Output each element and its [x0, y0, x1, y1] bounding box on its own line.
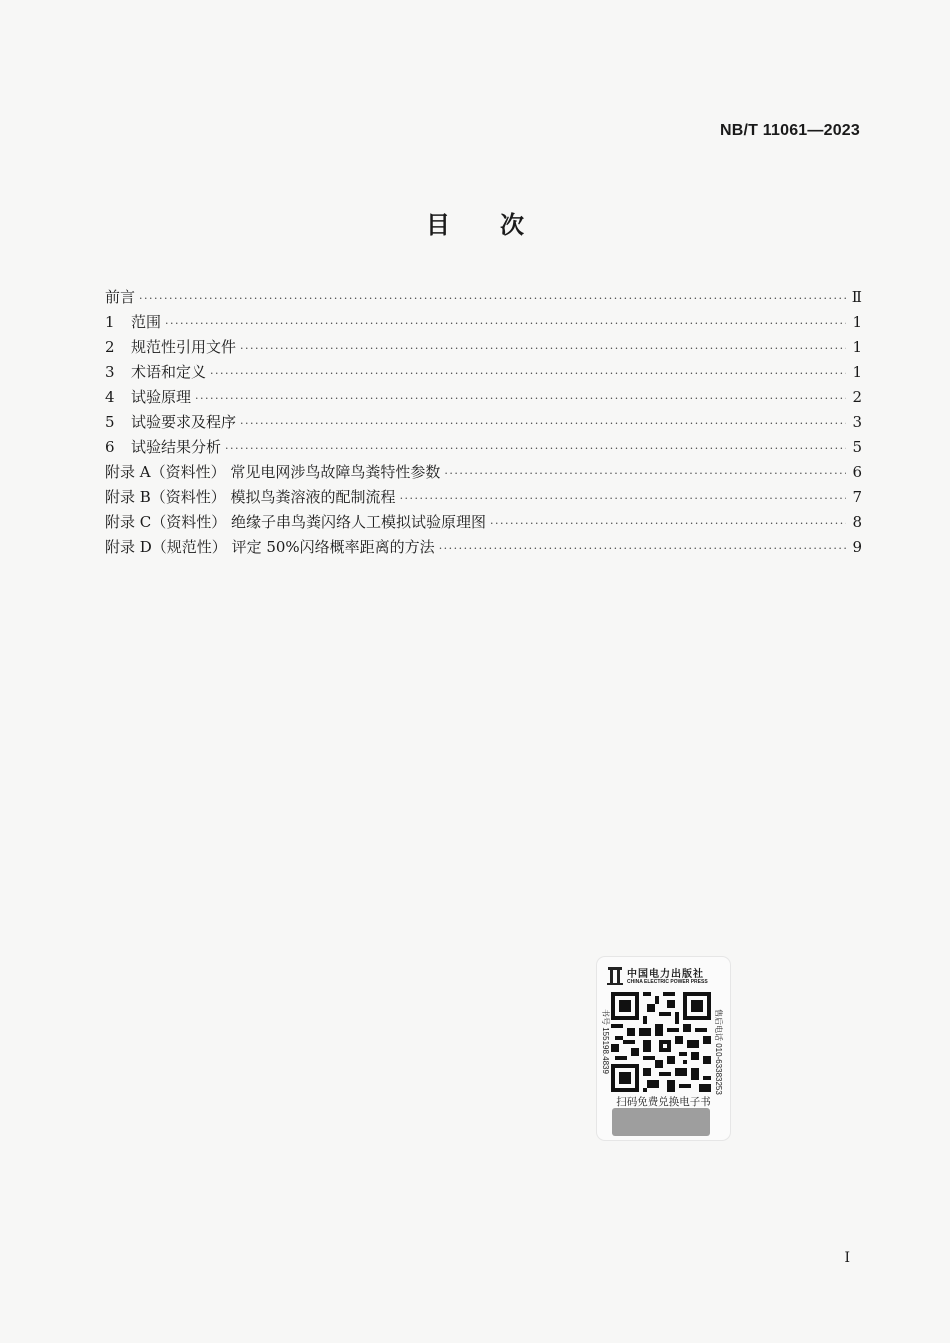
toc-entry-page: 1	[852, 338, 862, 356]
toc-entry-number: 6	[105, 438, 115, 456]
toc-entry-number: 3	[105, 363, 115, 381]
toc-entry-page: 8	[852, 513, 862, 531]
isbn-text: 书号 155198.4839	[601, 1009, 610, 1074]
toc-entry-label: 试验原理	[131, 388, 192, 406]
toc-entry[interactable]	[105, 360, 862, 385]
toc-entry[interactable]	[105, 310, 862, 335]
toc-entry[interactable]	[105, 385, 862, 410]
qr-code[interactable]	[611, 992, 711, 1092]
toc-leader-dots	[439, 536, 846, 561]
toc-entry-page: 1	[852, 313, 862, 331]
toc-leader-dots	[139, 286, 846, 311]
toc-entry-number: 4	[105, 388, 115, 406]
toc-entry-label: 附录 A（资料性） 常见电网涉鸟故障鸟粪特性参数	[105, 463, 441, 481]
toc-entry-number: 1	[105, 313, 115, 331]
page-title	[0, 205, 950, 240]
toc-entry-page: 1	[852, 363, 862, 381]
toc-entry-label: 试验结果分析	[131, 438, 222, 456]
toc-leader-dots	[240, 411, 846, 436]
toc-leader-dots	[490, 511, 846, 536]
toc-entry[interactable]	[105, 410, 862, 435]
publisher-logo	[605, 963, 723, 989]
publisher-logo-icon	[607, 966, 623, 990]
toc-entry-page: 3	[852, 413, 862, 431]
toc-entry-appendix[interactable]	[105, 535, 862, 560]
scan-instruction: 扫码免费兑换电子书	[616, 1096, 711, 1108]
standard-number: NB/T 11061—2023	[720, 122, 860, 139]
table-of-contents	[105, 285, 862, 560]
toc-entry-label: 试验要求及程序	[131, 413, 237, 431]
page-title-text: 目次	[426, 210, 574, 239]
toc-entry-label: 附录 B（资料性） 模拟鸟粪溶液的配制流程	[105, 488, 396, 506]
scratch-off-code[interactable]	[612, 1108, 710, 1136]
toc-entry-label: 前言	[105, 288, 136, 306]
toc-leader-dots	[444, 461, 846, 486]
toc-entry-page: 2	[852, 388, 862, 406]
toc-entry-label: 规范性引用文件	[131, 338, 237, 356]
toc-entry-page: 6	[852, 463, 862, 481]
toc-entry-page: 9	[852, 538, 862, 556]
toc-entry-page: 7	[852, 488, 862, 506]
toc-entry-appendix[interactable]	[105, 460, 862, 485]
service-phone-text: 售后电话 010-63383253	[714, 1009, 723, 1095]
toc-leader-dots	[400, 486, 846, 511]
toc-entry-appendix[interactable]	[105, 510, 862, 535]
toc-entry-appendix[interactable]	[105, 485, 862, 510]
toc-entry[interactable]	[105, 335, 862, 360]
toc-entry-number: 5	[105, 413, 115, 431]
toc-leader-dots	[210, 361, 846, 386]
publisher-name-en: CHINA ELECTRIC POWER PRESS	[627, 979, 708, 985]
toc-entry[interactable]	[105, 435, 862, 460]
toc-leader-dots	[165, 311, 846, 336]
toc-entry-number: 2	[105, 338, 115, 356]
publisher-name-cn: 中国电力出版社	[627, 969, 704, 980]
toc-entry-label: 附录 C（资料性） 绝缘子串鸟粪闪络人工模拟试验原理图	[105, 513, 487, 531]
ebook-redeem-sticker	[597, 957, 730, 1140]
toc-leader-dots	[195, 386, 846, 411]
toc-leader-dots	[225, 436, 846, 461]
page-number: I	[844, 1250, 850, 1266]
toc-entry-label: 附录 D（规范性） 评定 50%闪络概率距离的方法	[105, 538, 435, 556]
toc-entry[interactable]	[105, 285, 862, 310]
toc-leader-dots	[240, 336, 846, 361]
toc-entry-page: Ⅱ	[851, 288, 862, 306]
toc-entry-label: 范围	[131, 313, 162, 331]
toc-entry-label: 术语和定义	[131, 363, 207, 381]
toc-entry-page: 5	[852, 438, 862, 456]
